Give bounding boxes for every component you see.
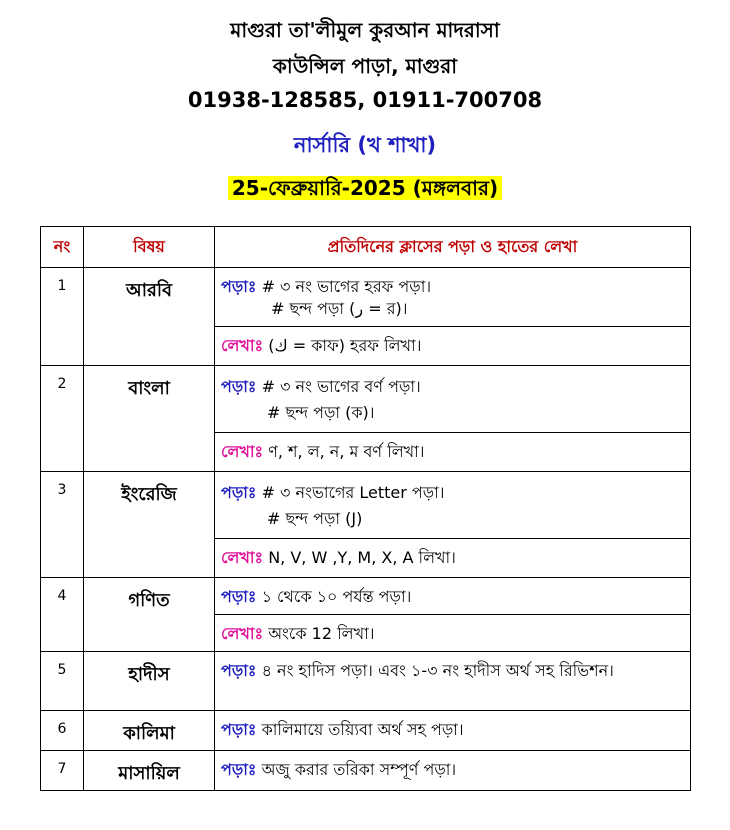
writing-text: N, V, W ,Y, M, X, A লিখা।	[268, 548, 456, 567]
reading-cell	[215, 711, 691, 751]
writing-text: ণ, শ, ল, ন, ম বর্ণ লিখা।	[268, 442, 425, 461]
reading-text: ১ থেকে ১০ পর্যন্ত পড়া।	[261, 587, 412, 606]
subject-name: হাদীস	[84, 652, 215, 711]
reading-text-2: # ছন্দ পড়া (ক)।	[267, 403, 375, 422]
writing-text: অংকে 12 লিখা।	[268, 624, 375, 643]
subject-name: কালিমা	[84, 711, 215, 751]
table-row	[41, 268, 691, 327]
row-number: 4	[41, 578, 84, 652]
subject-name: বাংলা	[84, 366, 215, 472]
reading-text: ৪ নং হাদিস পড়া। এবং ১-৩ নং হাদীস অর্থ সহ রিভিশন।	[261, 661, 614, 680]
subject-name: মাসায়িল	[84, 751, 215, 791]
table-row	[41, 366, 691, 433]
reading-text: # ৩ নংভাগের Letter পড়া।	[261, 483, 445, 502]
row-number: 1	[41, 268, 84, 366]
table-row	[41, 578, 691, 615]
madrasa-address: কাউন্সিল পাড়া, মাগুরা	[272, 54, 458, 78]
reading-text: # ৩ নং ভাগের হরফ পড়া।	[261, 277, 432, 296]
table-row	[41, 751, 691, 791]
reading-cell	[215, 652, 691, 711]
writing-cell	[215, 539, 691, 578]
reading-cell	[215, 472, 691, 539]
reading-label: পড়াঃ	[221, 661, 257, 680]
writing-label: লেখাঃ	[221, 336, 264, 355]
table-row	[41, 711, 691, 751]
row-number: 6	[41, 711, 84, 751]
reading-label: পড়াঃ	[221, 587, 257, 606]
table-row	[41, 472, 691, 539]
reading-text: কালিমায়ে তয়্যিবা অর্থ সহ পড়া।	[261, 720, 464, 739]
reading-cell	[215, 578, 691, 615]
header-task: প্রতিদিনের ক্লাসের পড়া ও হাতের লেখা	[215, 227, 691, 268]
date-banner: 25-ফেব্রুয়ারি-2025 (মঙ্গলবার)	[228, 176, 502, 200]
class-title: নার্সারি (খ শাখা)	[293, 133, 437, 157]
reading-cell	[215, 366, 691, 433]
writing-cell	[215, 433, 691, 472]
subject-name: ইংরেজি	[84, 472, 215, 578]
phone-numbers: 01938-128585, 01911-700708	[187, 88, 543, 112]
reading-text-2: # ছন্দ পড়া (ر = র)।	[271, 299, 408, 318]
reading-label: পড়াঃ	[221, 720, 257, 739]
table-header-row	[41, 227, 691, 268]
header-subject: বিষয়	[84, 227, 215, 268]
row-number: 3	[41, 472, 84, 578]
table-row	[41, 652, 691, 711]
header-number: নং	[41, 227, 84, 268]
reading-label: পড়াঃ	[221, 483, 257, 502]
writing-label: লেখাঃ	[221, 624, 264, 643]
madrasa-name: মাগুরা তা'লীমুল কুরআন মাদরাসা	[230, 18, 500, 42]
writing-text: (ك = কাফ) হরফ লিখা।	[268, 336, 422, 355]
reading-label: পড়াঃ	[221, 760, 257, 779]
row-number: 7	[41, 751, 84, 791]
writing-cell	[215, 615, 691, 652]
subject-name: আরবি	[84, 268, 215, 366]
row-number: 5	[41, 652, 84, 711]
writing-label: লেখাঃ	[221, 442, 264, 461]
reading-text: অজু করার তরিকা সম্পূর্ণ পড়া।	[261, 760, 457, 779]
reading-cell	[215, 751, 691, 791]
row-number: 2	[41, 366, 84, 472]
writing-cell	[215, 327, 691, 366]
writing-label: লেখাঃ	[221, 548, 264, 567]
routine-table	[40, 226, 691, 791]
reading-text-2: # ছন্দ পড়া (J)	[267, 509, 363, 528]
reading-label: পড়াঃ	[221, 377, 257, 396]
reading-text: # ৩ নং ভাগের বর্ণ পড়া।	[261, 377, 421, 396]
reading-label: পড়াঃ	[221, 277, 257, 296]
reading-cell	[215, 268, 691, 327]
subject-name: গণিত	[84, 578, 215, 652]
